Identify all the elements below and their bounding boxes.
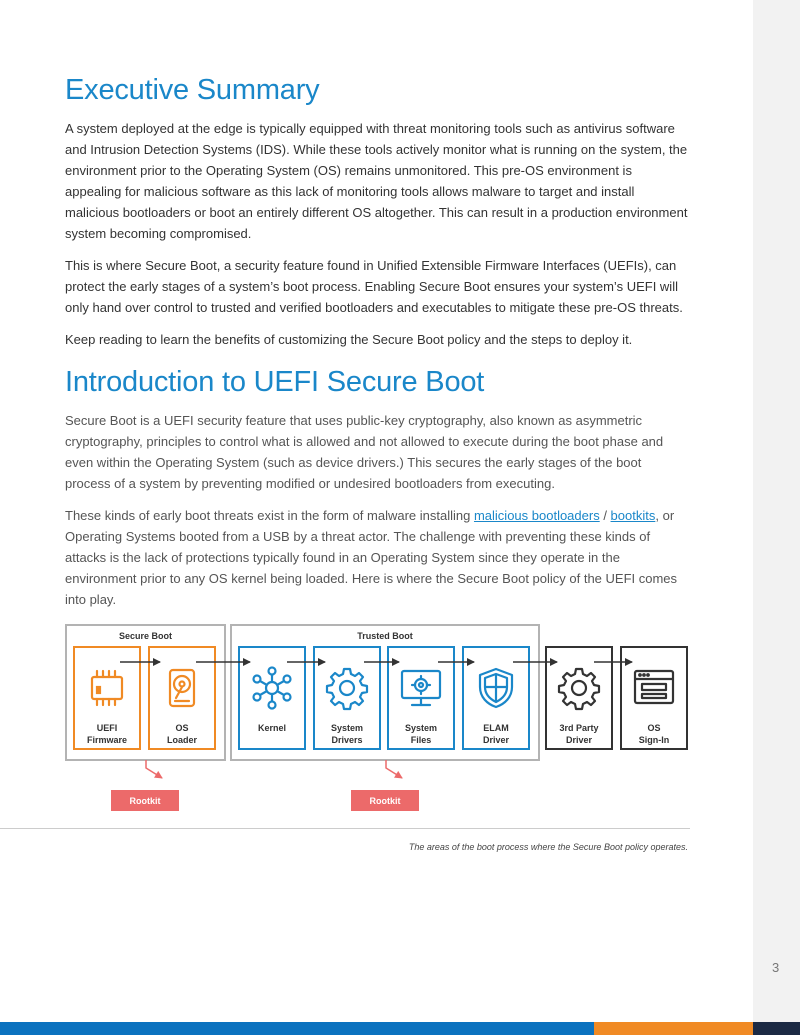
footer-bar-blue (0, 1022, 594, 1035)
rootkit-arrow (146, 760, 162, 778)
rootkit-badge: Rootkit (351, 790, 419, 811)
malicious-bootloaders-link[interactable]: malicious bootloaders (473, 508, 600, 523)
secure-boot-group-title: Secure Boot (118, 631, 172, 641)
page-number: 3 (772, 960, 780, 975)
footer-bar-orange (594, 1022, 753, 1035)
intro-secure-boot-heading: Introduction to UEFI Secure Boot (65, 366, 485, 398)
stage-label: OS Loader (166, 723, 197, 745)
intro-paragraph-1: Secure Boot is a UEFI security feature that uses public-key cryptography, also known as asymmetric cryptography, principles to control what is allowed and not allowed to execute during the boot phase and even within the Operating System (such as device drivers.) This secures the early stages of the boot process of a system by preventing modified or undesired bootloaders from executing. (65, 413, 664, 491)
stage-label: Kernel (257, 723, 286, 733)
stage-label: ELAM Driver (482, 723, 509, 745)
exec-summary-paragraph-1: A system deployed at the edge is typically equipped with threat monitoring tools such as antivirus software and Intrusion Detection Systems (IDS). While these tools actively monitor what is running on the system, the environment prior to the Operating System (OS) remains unmonitored. This pre-OS environment is appealing for malicious software as this lack of monitoring tools allows malware to target and install malicious bootloaders or boot an entirely different OS altogether. This can result in a production environment system becoming compromised. (65, 121, 688, 241)
executive-summary-heading: Executive Summary (65, 74, 320, 106)
intro-paragraph-2-text-after: , or Operating Systems booted from a USB by a threat actor. The challenge with preventing these kinds of attacks is the lack of protections typically found in an Operating System since they operate in the environment prior to any OS kernel being loaded. Here is where the Secure Boot policy of the UEFI comes into play. (65, 508, 678, 607)
stage-label: OS Sign-In (638, 723, 670, 745)
caption-divider (0, 828, 690, 829)
stage-label: UEFI Firmware (86, 723, 128, 745)
footer-bar-navy (753, 1022, 800, 1035)
intro-paragraph-2-text-before: These kinds of early boot threats exist in the form of malware installing (65, 508, 474, 523)
figure-caption: The areas of the boot process where the Secure Boot policy operates. (408, 842, 688, 852)
rootkit-arrow (386, 760, 402, 778)
stage-label: System Drivers (330, 723, 364, 745)
rootkit-badge: Rootkit (111, 790, 179, 811)
link-separator: / (599, 508, 611, 523)
bootkits-link[interactable]: bootkits (610, 508, 656, 523)
exec-summary-paragraph-2: This is where Secure Boot, a security feature found in Unified Extensible Firmware Interfaces (UEFIs), can protect the early stages of a system’s boot process. Enabling Secure Boot ensures your system’s UEFI will only hand over control to trusted and verified bootloaders and executables to mitigate these pre-OS threats. (65, 258, 683, 315)
stage-label: 3rd Party Driver (559, 723, 599, 745)
exec-summary-paragraph-3: Keep reading to learn the benefits of customizing the Secure Boot policy and the steps to deploy it. (65, 332, 633, 347)
stage-label: System Files (404, 723, 438, 745)
trusted-boot-group-title: Trusted Boot (357, 631, 413, 641)
